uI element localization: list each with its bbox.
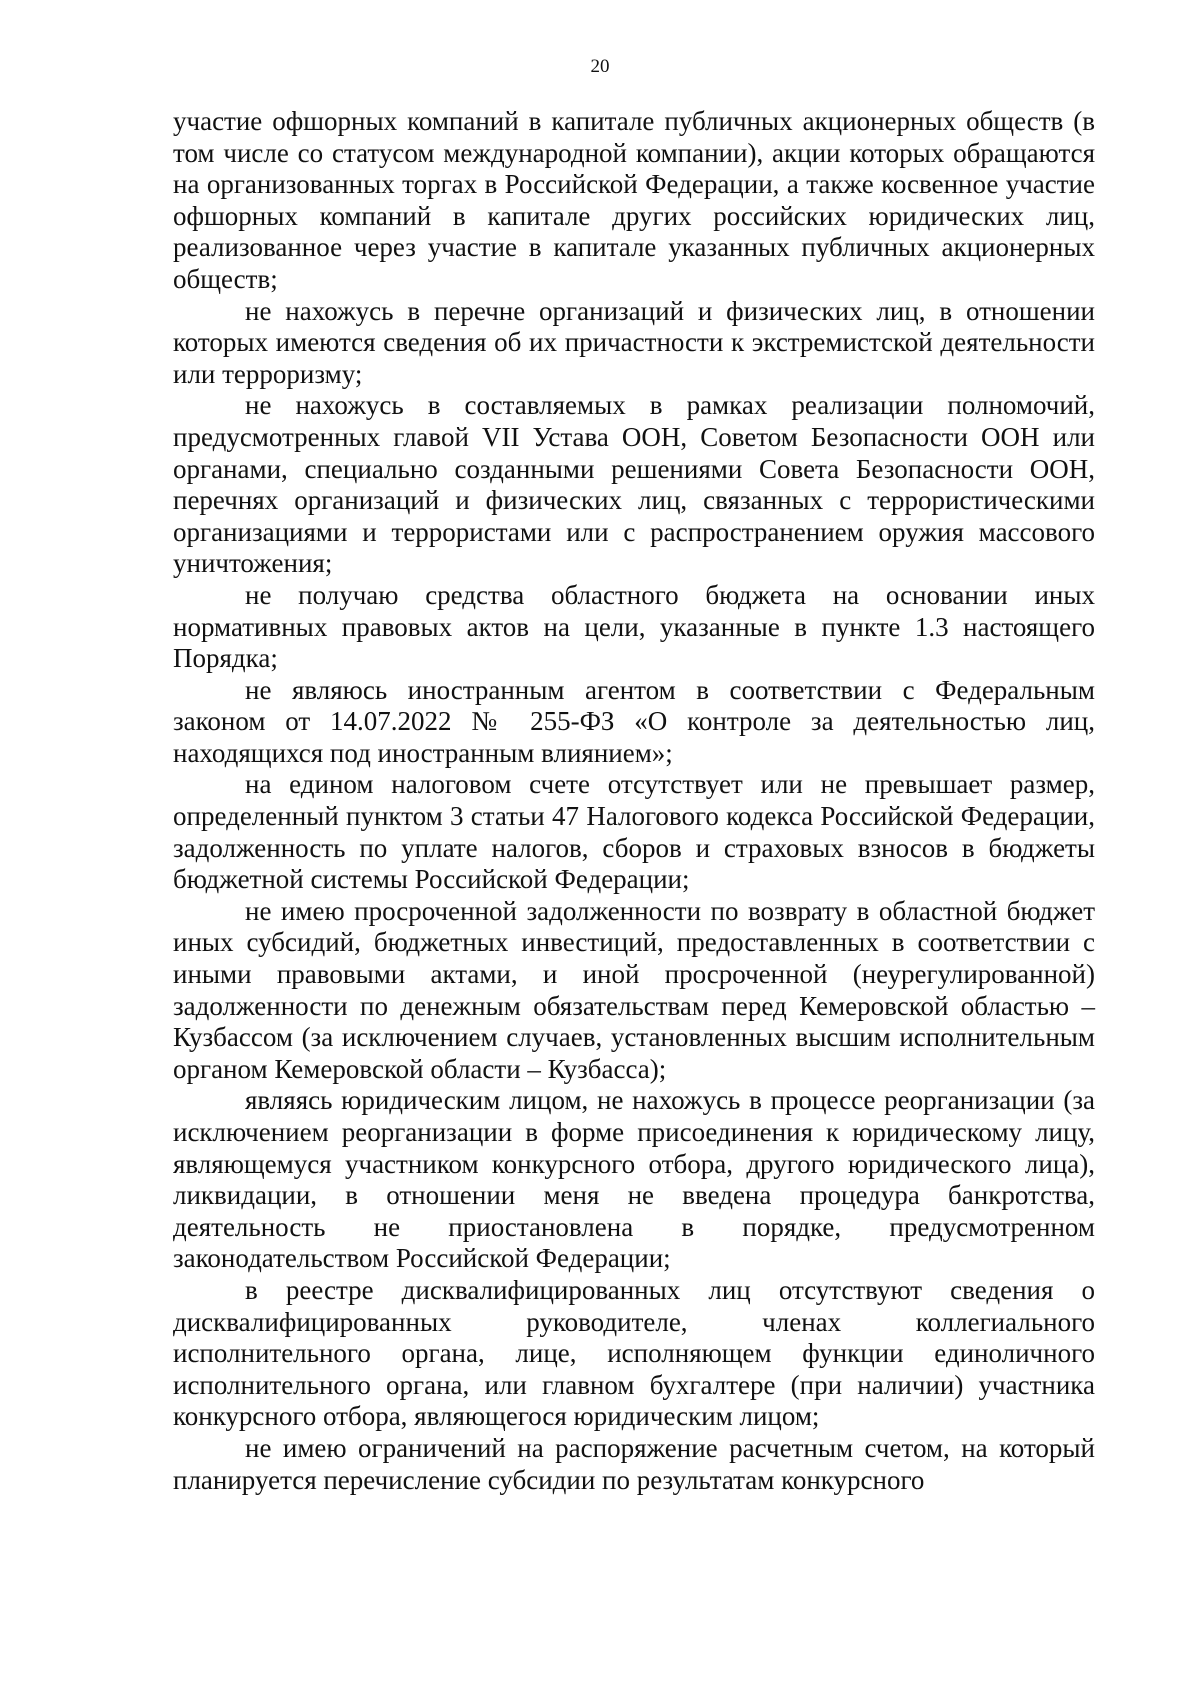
paragraph-no-budget-funds: не получаю средства областного бюджета на основании иных нормативных правовых актов на цели, указанные в пункте 1.3 настоящего Порядка;	[173, 579, 1095, 674]
paragraph-reorganization: являясь юридическим лицом, не нахожусь в процессе реорганизации (за исключением реорганизации в форме присоединения к юридическому лицу, являющемуся участником конкурсного отбора, другого юридического лица), ликвидации, в отношении меня не введена процедура банкротства, деятельность не приостановлена в порядке, предусмотренном законодательством Российской Федерации;	[173, 1085, 1095, 1274]
paragraph-foreign-agent: не являюсь иностранным агентом в соответствии с Федеральным законом от 14.07.2022 № 255-ФЗ «О контроле за деятельностью лиц, находящихся под иностранным влиянием»;	[173, 674, 1095, 768]
paragraph-tax-debt: на едином налоговом счете отсутствует или не превышает размер, определенный пунктом 3 статьи 47 Налогового кодекса Российской Федерации, задолженность по уплате налогов, сборов и страховых взносов в бюджеты бюджетной системы Российской Федерации;	[173, 769, 1095, 895]
paragraph-disqualified-persons: в реестре дисквалифицированных лиц отсутствуют сведения о дисквалифицированных руководителе, членах коллегиального исполнительного органа, лице, исполняющем функции единоличного исполнительного органа, или главном бухгалтере (при наличии) участника конкурсного отбора, являющегося юридическим лицом;	[173, 1274, 1095, 1432]
paragraph-overdue-debt: не имею просроченной задолженности по возврату в областной бюджет иных субсидий, бюджетных инвестиций, предоставленных в соответствии с иными правовыми актами, и иной просроченной (неурегулированной) задолженности по денежным обязательствам перед Кемеровской областью – Кузбассом (за исключением случаев, установленных высшим исполнительным органом Кемеровской области – Кузбасса);	[173, 895, 1095, 1084]
document-body	[173, 106, 1095, 1496]
paragraph-account-restrictions: не имею ограничений на распоряжение расчетным счетом, на который планируется перечисление субсидии по результатам конкурсного	[173, 1432, 1095, 1495]
paragraph-un-sanctions-list: не нахожусь в составляемых в рамках реализации полномочий, предусмотренных главой VII Устава ООН, Советом Безопасности ООН или органами, специально созданными решениями Совета Безопасности ООН, перечнях организаций и физических лиц, связанных с террористическими организациями и террористами или с распространением оружия массового уничтожения;	[173, 390, 1095, 579]
page-number: 20	[590, 56, 610, 77]
paragraph-offshore-participation: участие офшорных компаний в капитале публичных акционерных обществ (в том числе со статусом международной компании), акции которых обращаются на организованных торгах в Российской Федерации, а также косвенное участие офшорных компаний в капитале других российских юридических лиц, реализованное через участие в капитале указанных публичных акционерных обществ;	[173, 106, 1095, 294]
paragraph-extremism-list: не нахожусь в перечне организаций и физических лиц, в отношении которых имеются сведения об их причастности к экстремистской деятельности или терроризму;	[173, 295, 1095, 389]
